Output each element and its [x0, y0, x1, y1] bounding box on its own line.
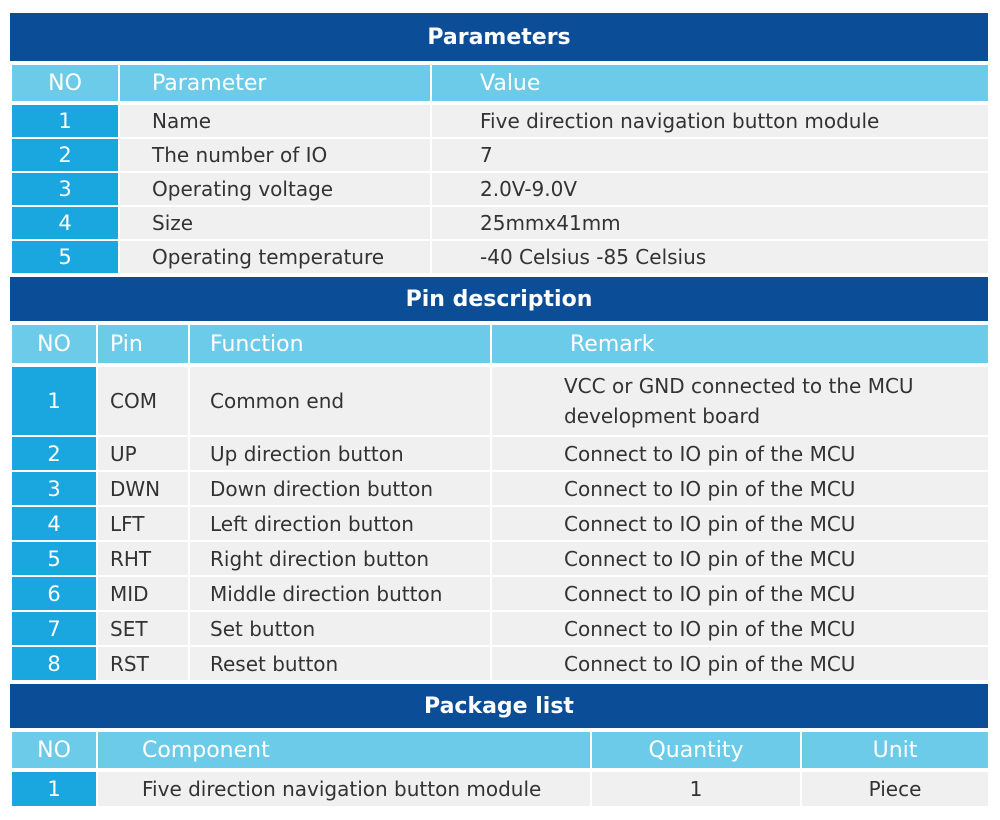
- row-number: 2: [11, 436, 97, 471]
- row-number: 3: [11, 471, 97, 506]
- table-row: [11, 771, 989, 807]
- pin-function: Down direction button: [189, 471, 491, 506]
- parameters-title: Parameters: [10, 13, 988, 63]
- pins-title: Pin description: [10, 275, 988, 323]
- pin-function: Set button: [189, 611, 491, 646]
- component-quantity: 1: [591, 771, 801, 807]
- pin-function: Reset button: [189, 646, 491, 681]
- row-number: 4: [11, 206, 119, 240]
- table-row: [11, 611, 989, 646]
- component-unit: Piece: [801, 771, 989, 807]
- package-header-row: [11, 731, 989, 769]
- row-number: 1: [11, 771, 97, 807]
- pin-remark: Connect to IO pin of the MCU: [491, 541, 989, 576]
- package-table: [10, 730, 990, 770]
- pin-remark: Connect to IO pin of the MCU: [491, 646, 989, 681]
- parameter-value: 2.0V-9.0V: [431, 172, 989, 206]
- header-unit: Unit: [801, 731, 989, 769]
- table-row: [11, 172, 989, 206]
- row-number: 7: [11, 611, 97, 646]
- parameter-value: Five direction navigation button module: [431, 104, 989, 138]
- pins-body: [10, 365, 990, 682]
- pin-name: DWN: [97, 471, 189, 506]
- pin-name: MID: [97, 576, 189, 611]
- table-row: [11, 646, 989, 681]
- pin-function: Left direction button: [189, 506, 491, 541]
- row-number: 1: [11, 104, 119, 138]
- table-row: [11, 138, 989, 172]
- pin-name: RHT: [97, 541, 189, 576]
- header-quantity: Quantity: [591, 731, 801, 769]
- table-row: [11, 541, 989, 576]
- pin-name: LFT: [97, 506, 189, 541]
- pin-remark: VCC or GND connected to the MCU development board: [491, 366, 989, 436]
- row-number: 6: [11, 576, 97, 611]
- row-number: 1: [11, 366, 97, 436]
- table-row: [11, 576, 989, 611]
- spec-sheet: [10, 13, 988, 808]
- header-no: NO: [11, 324, 97, 364]
- table-row: [11, 436, 989, 471]
- pin-function: Common end: [189, 366, 491, 436]
- pin-name: RST: [97, 646, 189, 681]
- row-number: 8: [11, 646, 97, 681]
- header-value: Value: [431, 64, 989, 102]
- header-parameter: Parameter: [119, 64, 431, 102]
- pin-remark: Connect to IO pin of the MCU: [491, 576, 989, 611]
- parameter-name: Name: [119, 104, 431, 138]
- header-no: NO: [11, 64, 119, 102]
- parameter-value: 25mmx41mm: [431, 206, 989, 240]
- row-number: 5: [11, 541, 97, 576]
- pin-function: Middle direction button: [189, 576, 491, 611]
- row-number: 3: [11, 172, 119, 206]
- pin-name: SET: [97, 611, 189, 646]
- parameters-table: [10, 63, 990, 103]
- table-row: [11, 104, 989, 138]
- row-number: 4: [11, 506, 97, 541]
- table-row: [11, 240, 989, 274]
- table-row: [11, 506, 989, 541]
- package-body: [10, 770, 990, 808]
- row-number: 5: [11, 240, 119, 274]
- parameters-body: [10, 103, 990, 275]
- pin-function: Right direction button: [189, 541, 491, 576]
- pins-header-row: [11, 324, 989, 364]
- header-pin: Pin: [97, 324, 189, 364]
- package-title: Package list: [10, 682, 988, 730]
- table-row: [11, 471, 989, 506]
- pin-remark: Connect to IO pin of the MCU: [491, 611, 989, 646]
- table-row: [11, 366, 989, 436]
- component-name: Five direction navigation button module: [97, 771, 591, 807]
- parameter-name: The number of IO: [119, 138, 431, 172]
- table-row: [11, 206, 989, 240]
- pin-remark: Connect to IO pin of the MCU: [491, 506, 989, 541]
- parameter-name: Operating temperature: [119, 240, 431, 274]
- pin-function: Up direction button: [189, 436, 491, 471]
- row-number: 2: [11, 138, 119, 172]
- header-remark: Remark: [491, 324, 989, 364]
- parameter-value: 7: [431, 138, 989, 172]
- parameter-value: -40 Celsius -85 Celsius: [431, 240, 989, 274]
- header-no: NO: [11, 731, 97, 769]
- pin-name: UP: [97, 436, 189, 471]
- parameter-name: Operating voltage: [119, 172, 431, 206]
- parameter-name: Size: [119, 206, 431, 240]
- parameters-header-row: [11, 64, 989, 102]
- header-component: Component: [97, 731, 591, 769]
- header-function: Function: [189, 324, 491, 364]
- pins-table: [10, 323, 990, 365]
- pin-remark: Connect to IO pin of the MCU: [491, 436, 989, 471]
- pin-remark: Connect to IO pin of the MCU: [491, 471, 989, 506]
- pin-name: COM: [97, 366, 189, 436]
